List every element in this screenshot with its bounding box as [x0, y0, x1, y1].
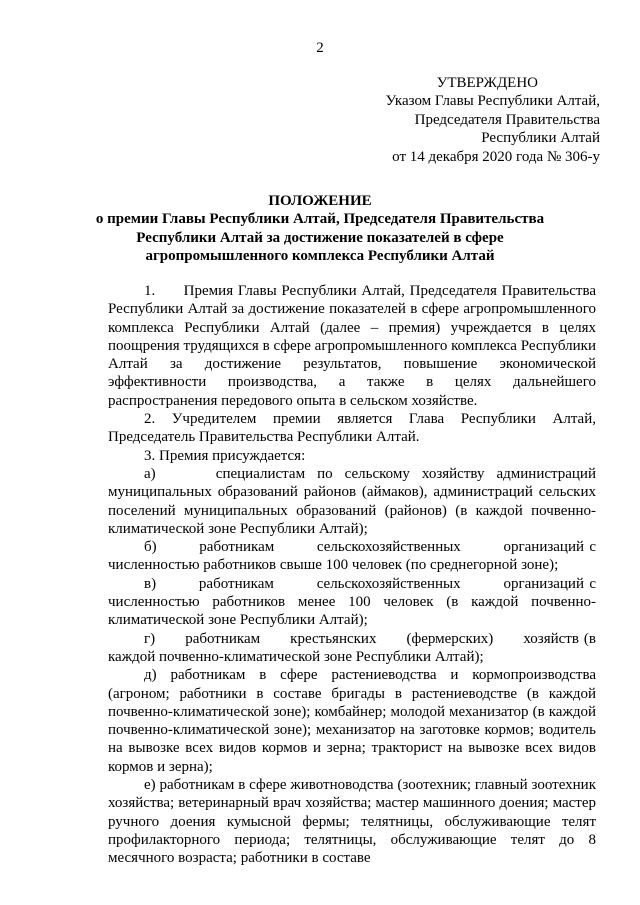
approval-line: Республики Алтай: [481, 130, 600, 147]
paragraph: 3. Премия присуждается:: [144, 447, 306, 464]
document-title: [80, 192, 560, 266]
title-line: о премии Главы Республики Алтай, Председателя Правительства: [95, 211, 545, 228]
document-body: [108, 282, 596, 868]
title-line: Республики Алтай за достижение показателей в сфере: [136, 229, 504, 246]
paragraph: г) работникам крестьянских (фермерских) хозяйств (в каждой почвенно-климатической зоне Республики Алтай);: [108, 630, 596, 665]
paragraph: в) работникам сельскохозяйственных организаций с численностью работников менее 100 человек (в каждой почвенно-климатической зоне Республики Алтай);: [108, 575, 596, 629]
title-main: ПОЛОЖЕНИЕ: [268, 193, 372, 209]
paragraph: б) работникам сельскохозяйственных организаций с численностью работников свыше 100 человек (по среднегорной зоне);: [108, 539, 596, 574]
paragraph: д) работникам в сфере растениеводства и кормопроизводства (агроном; работники в составе бригады в растениеводстве (в каждой почвенно-климатической зоне); комбайнер; молодой механизатор (в каждой почвенно-климатической зоне); механизатор на заготовке кормов; водитель на вывозке всех видов кормов и зерна; тракторист на вывозке всех видов кормов и зерна);: [108, 667, 596, 775]
paragraph: 2. Учредителем премии является Глава Республики Алтай, Председатель Правительства Республики Алтай.: [108, 411, 596, 446]
paragraph: а) специалистам по сельскому хозяйству администраций муниципальных образований районов (аймаков), администраций сельских поселений муниципальных образований (районов) (в каждой почвенно-климатической зоне Республики Алтай);: [108, 465, 596, 537]
approval-block: [340, 74, 600, 166]
approval-heading: УТВЕРЖДЕНО: [436, 75, 538, 91]
approval-line: от 14 декабря 2020 года № 306-у: [392, 148, 600, 165]
approval-line: Председателя Правительства: [414, 111, 600, 128]
paragraph: 1. Премия Главы Республики Алтай, Председателя Правительства Республики Алтай за достижение показателей в сфере агропромышленного комплекса Республики Алтай (далее – премия) учреждается в целях поощрения трудящихся в сфере агропромышленного комплекса Республики Алтай за достижение результатов, повышение экономической эффективности производства, а также в целях дальнейшего распространения передового опыта в сельском хозяйстве.: [108, 283, 596, 409]
paragraph: е) работникам в сфере животноводства (зоотехник; главный зоотехник хозяйства; ветеринарный врач хозяйства; мастер машинного доения; мастер ручного доения кумысной фермы; телятницы, обслуживающие телят профилакторного периода; телятницы, обслуживающие телят до 8 месячного возраста; работники в составе: [108, 777, 596, 867]
title-line: агропромышленного комплекса Республики Алтай: [145, 248, 495, 265]
page-number: 2: [316, 40, 324, 56]
approval-line: Указом Главы Республики Алтай,: [385, 93, 600, 110]
